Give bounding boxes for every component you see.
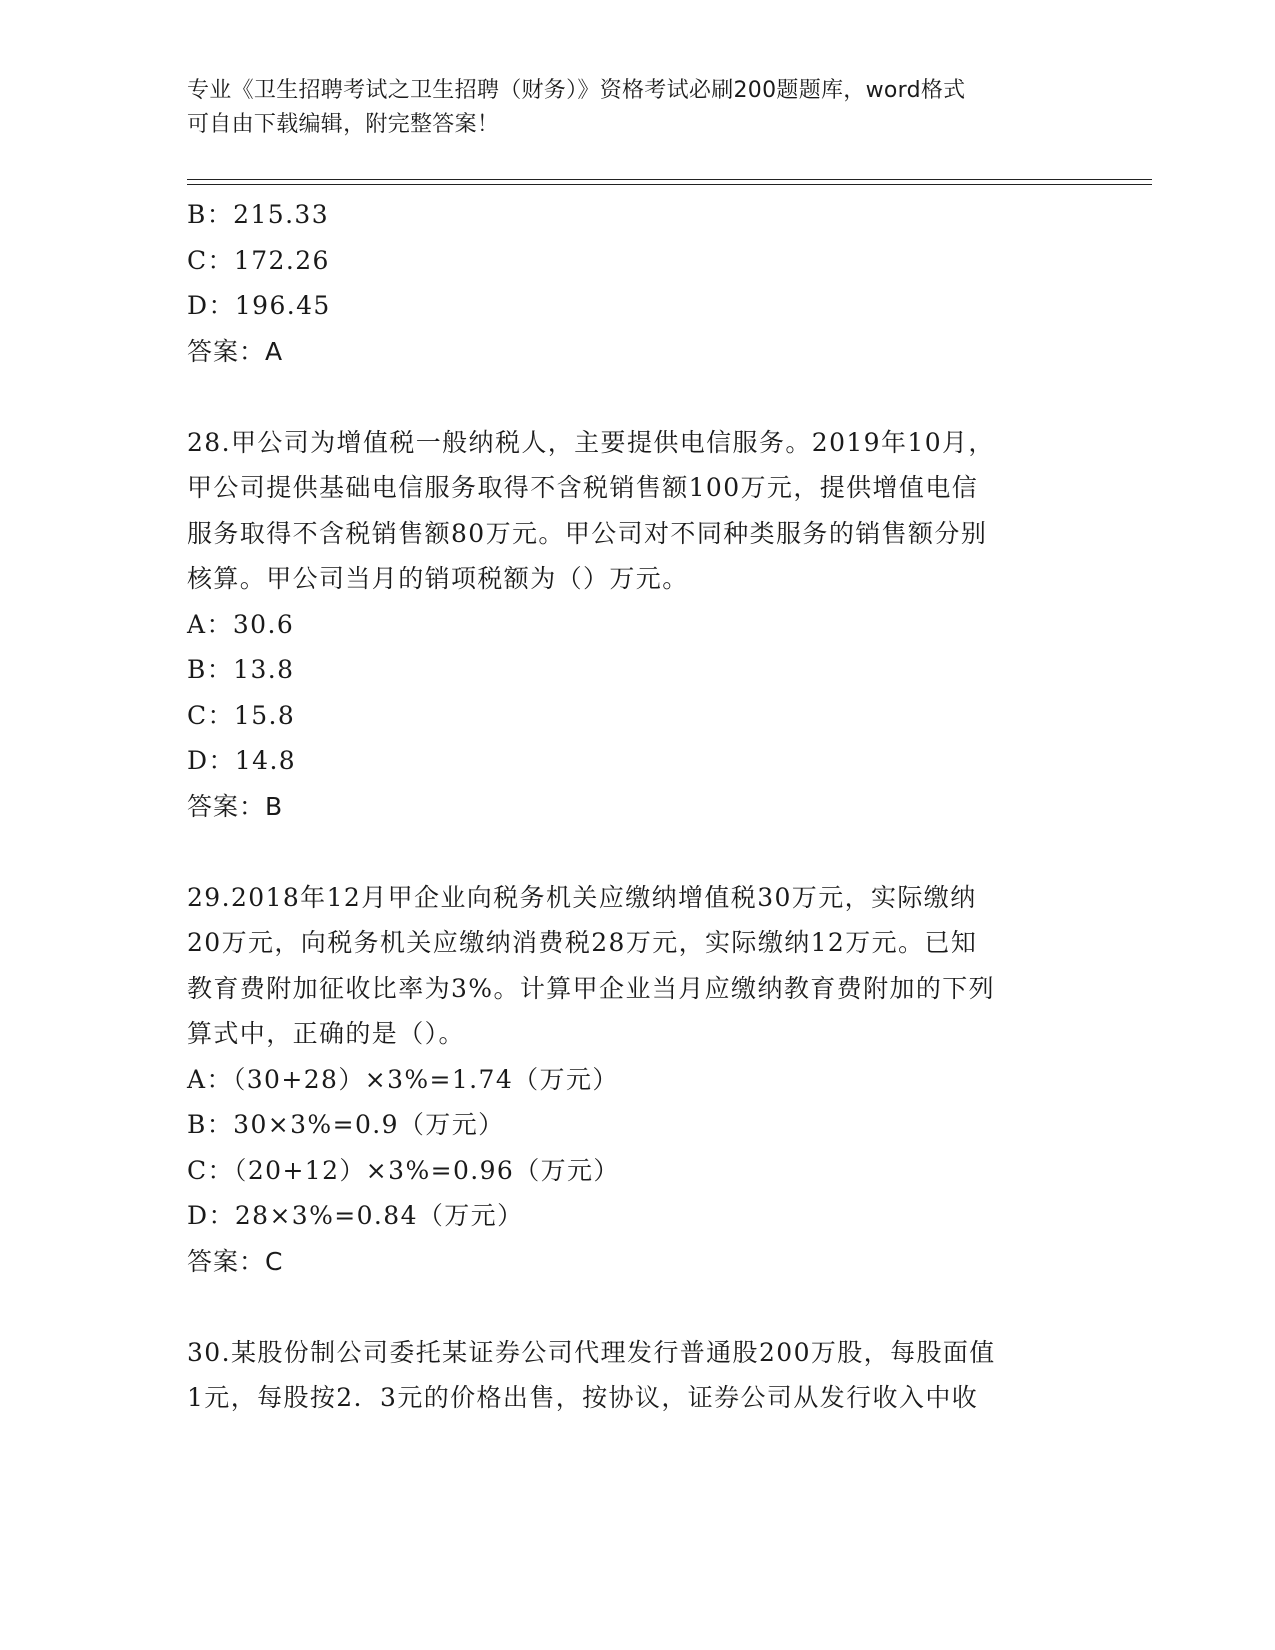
option-d: D：14.8 xyxy=(187,746,297,775)
header-line-2: 可自由下载编辑，附完整答案！ xyxy=(187,112,500,137)
question-30 xyxy=(187,1330,1087,1421)
answer-line: 答案：B xyxy=(187,791,284,821)
question-stem-line: 1元，每股按2．3元的价格出售，按协议，证券公司从发行收入中收 xyxy=(187,1383,979,1412)
option-a: A：（30+28）×3%=1.74（万元） xyxy=(187,1064,619,1094)
question-stem-line: 服务取得不含税销售额80万元。甲公司对不同种类服务的销售额分别 xyxy=(187,518,988,548)
question-29 xyxy=(187,875,1087,1285)
document-body xyxy=(187,192,1087,1421)
question-28 xyxy=(187,420,1087,830)
spacer xyxy=(187,1284,1087,1330)
question-stem-line: 30.某股份制公司委托某证券公司代理发行普通股200万股，每股面值 xyxy=(187,1337,996,1367)
spacer xyxy=(187,829,1087,875)
question-27 xyxy=(187,192,1087,374)
option-d: D：196.45 xyxy=(187,291,331,320)
question-stem-line: 甲公司提供基础电信服务取得不含税销售额100万元，提供增值电信 xyxy=(187,473,979,502)
option-c: C：15.8 xyxy=(187,700,296,730)
option-b: B：13.8 xyxy=(187,655,295,684)
option-c: C：（20+12）×3%=0.96（万元） xyxy=(187,1155,620,1185)
document-header xyxy=(187,74,1067,142)
question-stem-line: 教育费附加征收比率为3%。计算甲企业当月应缴纳教育费附加的下列 xyxy=(187,973,996,1003)
option-b: B：30×3%=0.9（万元） xyxy=(187,1110,505,1139)
option-b: B：215.33 xyxy=(187,200,330,229)
spacer xyxy=(187,374,1087,420)
header-divider-bottom xyxy=(187,184,1152,185)
question-stem-line: 20万元，向税务机关应缴纳消费税28万元，实际缴纳12万元。已知 xyxy=(187,928,978,957)
option-c: C：172.26 xyxy=(187,245,330,275)
answer-line: 答案：C xyxy=(187,1246,284,1276)
question-stem-line: 核算。甲公司当月的销项税额为（）万元。 xyxy=(187,564,689,593)
option-a: A：30.6 xyxy=(187,609,295,639)
question-stem-line: 算式中，正确的是（）。 xyxy=(187,1019,465,1048)
question-stem-line: 29.2018年12月甲企业向税务机关应缴纳增值税30万元，实际缴纳 xyxy=(187,882,977,912)
question-stem-line: 28.甲公司为增值税一般纳税人，主要提供电信服务。2019年10月， xyxy=(187,427,995,457)
answer-line: 答案：A xyxy=(187,336,284,366)
header-divider-top xyxy=(187,179,1152,180)
option-d: D：28×3%=0.84（万元） xyxy=(187,1201,524,1230)
header-line-1: 专业《卫生招聘考试之卫生招聘（财务）》资格考试必刷200题题库，word格式 xyxy=(187,78,966,103)
